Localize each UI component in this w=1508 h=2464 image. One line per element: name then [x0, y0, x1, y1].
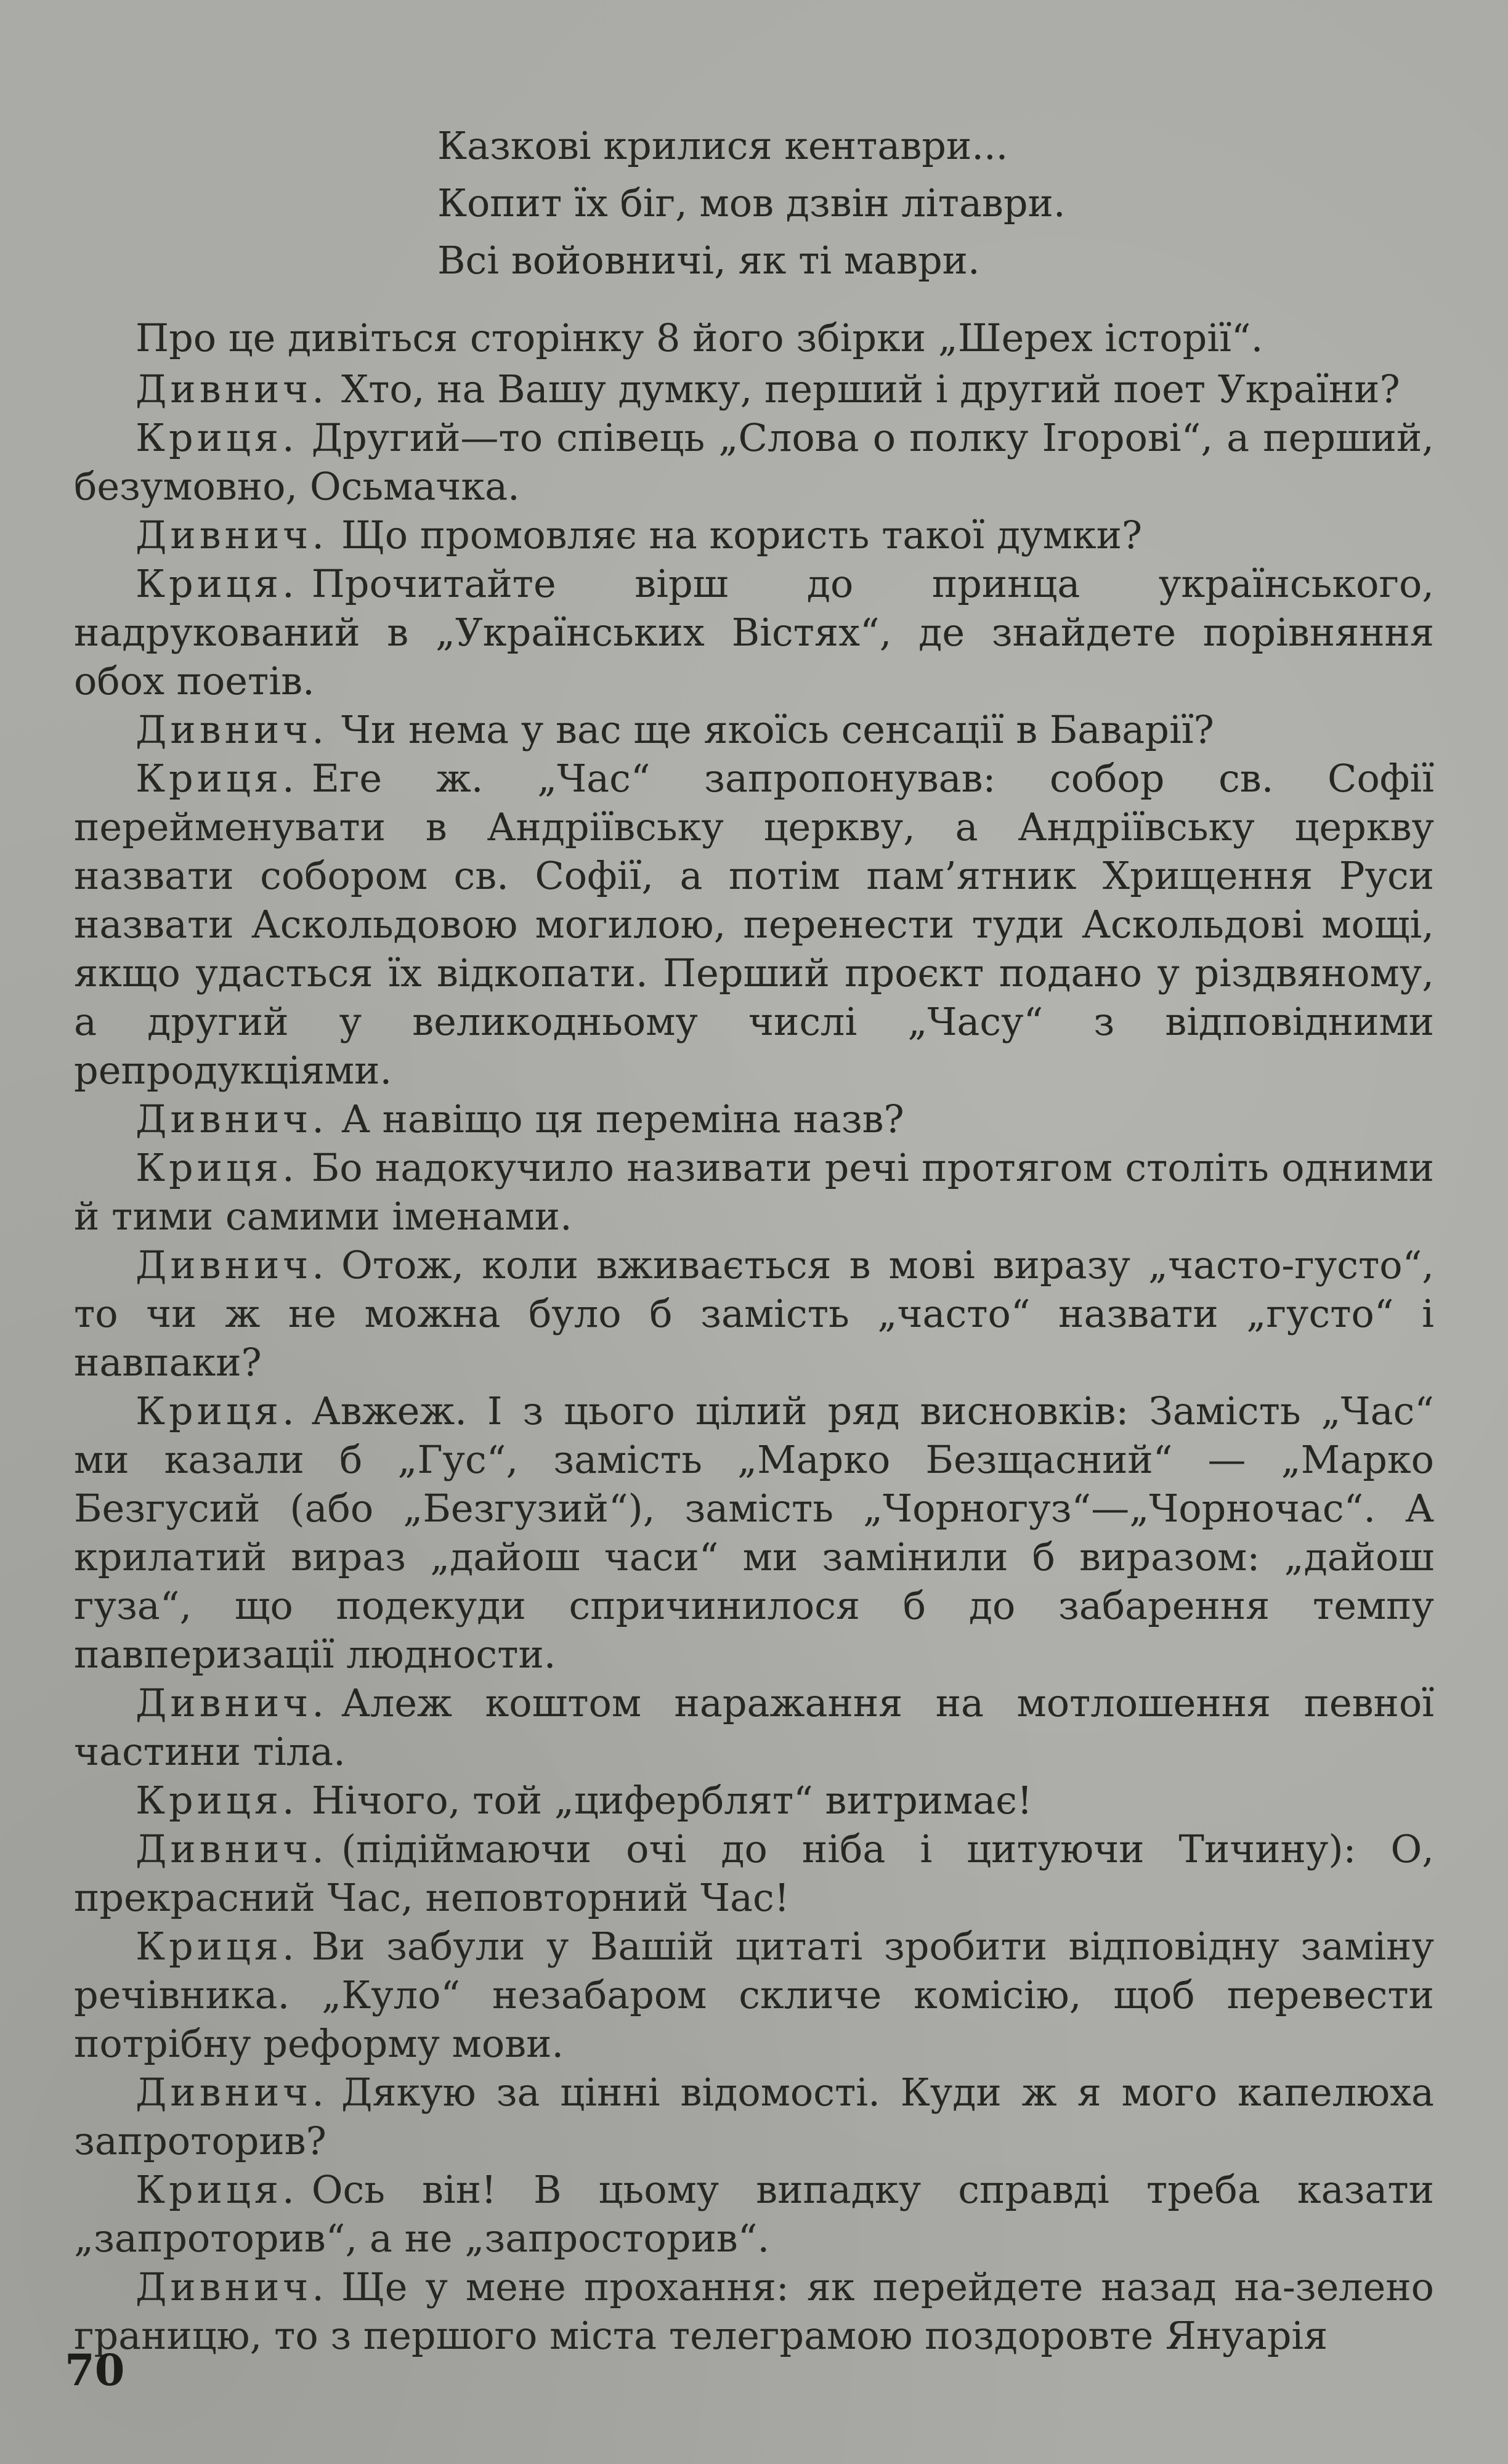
speech-text: Алеж коштом наражання на мотлошення певної частини тіла.	[74, 1680, 1434, 1774]
dialogue-line	[74, 705, 1434, 754]
dialogue-line	[74, 2068, 1434, 2165]
verse-block	[437, 117, 1434, 289]
dialogue-line	[74, 2263, 1434, 2360]
speech-text: Чи нема у вас ще якоїсь сенсації в Баварії?	[341, 707, 1214, 752]
page-number: 70	[65, 2344, 125, 2396]
speech-text: Ще у мене прохання: як перейдете назад на-зелено границю, то з першого міста телеграмою поздоровте Януарія	[74, 2264, 1434, 2358]
dialogue-line	[74, 1095, 1434, 1143]
speaker-name: Криця.	[136, 756, 298, 801]
speaker-name: Криця.	[136, 2167, 298, 2212]
speech-text: Що промовляє на користь такої думки?	[341, 513, 1143, 557]
speaker-name: Дивнич.	[136, 707, 328, 752]
dialogue-line	[74, 1387, 1434, 1679]
speaker-name: Дивнич.	[136, 2070, 328, 2115]
speech-text: Бо надокучило називати речі протягом століть одними й тими самими іменами.	[74, 1145, 1434, 1239]
speech-text: Дякую за цінні відомості. Куди ж я мого капелюха запроторив?	[74, 2070, 1434, 2163]
dialogue-line	[74, 754, 1434, 1095]
speaker-name: Дивнич.	[136, 367, 328, 411]
speech-text: Авжеж. І з цього цілий ряд висновків: Замість „Час“ ми казали б „Гус“, замість „Марко Безщасний“ — „Марко Безгусий (або „Безгузий“), замість „Чорногуз“—„Чорночас“. А крилатий вираз „дайош часи“ ми замінили б виразом: „дайош гуза“, що подекуди спричинилося б до забарення темпу павперизації людности.	[74, 1388, 1434, 1677]
intro-paragraph: Про це дивіться сторінку 8 його збірки „Шерех історії“.	[136, 315, 1263, 360]
speaker-name: Дивнич.	[136, 513, 328, 557]
speech-text: Хто, на Вашу думку, перший і другий поет України?	[341, 367, 1400, 411]
speaker-name: Дивнич.	[136, 2264, 328, 2309]
dialogue-line	[74, 1143, 1434, 1241]
speech-text: Еге ж. „Час“ запропонував: собор св. Софії перейменувати в Андріївську церкву, а Андріївську церкву назвати собором св. Софії, а потім пам’ятник Хрищення Руси назвати Аскольдовою могилою, перенести туди Аскольдові мощі, якщо удасться їх відкопати. Перший проєкт подано у різдвяному, а другий у великодньому числі „Часу“ з відповідними репродукціями.	[74, 756, 1434, 1093]
speech-text: Другий—то співець „Слова о полку Ігорові“, а перший, безумовно, Осьмачка.	[74, 415, 1434, 509]
dialogue-line	[74, 413, 1434, 511]
dialogue-line	[74, 2165, 1434, 2263]
speech-text: Отож, коли вживається в мові виразу „часто-густо“, то чи ж не можна було б замість „часто“ назвати „густо“ і навпаки?	[74, 1242, 1434, 1385]
dialogue-line	[74, 1241, 1434, 1387]
speaker-name: Дивнич.	[136, 1826, 328, 1871]
dialogue-line	[74, 1776, 1434, 1825]
speaker-name: Дивнич.	[136, 1680, 328, 1725]
speaker-name: Криця.	[136, 1778, 298, 1823]
speaker-name: Криця.	[136, 415, 298, 460]
dialogue-line	[74, 1922, 1434, 2068]
verse-line: Копит їх біг, мов дзвін літаври.	[437, 180, 1066, 225]
speaker-name: Криця.	[136, 1924, 298, 1969]
verse-line: Казкові крилися кентаври...	[437, 123, 1008, 168]
speaker-name: Криця.	[136, 1145, 298, 1190]
dialogue-line	[74, 559, 1434, 705]
dialogue-line	[74, 1825, 1434, 1922]
dialogue-line	[74, 365, 1434, 413]
speaker-name: Криця.	[136, 561, 298, 606]
speech-text: Прочитайте вірш до принца українського, надрукований в „Українських Вістях“, де знайдете порівняння обох поетів.	[74, 561, 1434, 703]
speech-text: Ви забули у Вашій цитаті зробити відповідну заміну речівника. „Куло“ незабаром скличе комісію, щоб перевести потрібну реформу мови.	[74, 1924, 1434, 2066]
speaker-name: Дивнич.	[136, 1096, 328, 1141]
speech-text: А навіщо ця переміна назв?	[341, 1096, 904, 1141]
speech-text: (підіймаючи очі до ніба і цитуючи Тичину): О, прекрасний Час, неповторний Час!	[74, 1826, 1434, 1920]
verse-line: Всі войовничі, як ті маври.	[437, 238, 980, 283]
speech-text: Нічого, той „циферблят“ витримає!	[311, 1778, 1032, 1823]
speech-text: Ось він! В цьому випадку справді треба казати „запроторив“, а не „запросторив“.	[74, 2167, 1434, 2261]
dialogue-line	[74, 1679, 1434, 1776]
dialogue-line	[74, 511, 1434, 559]
speaker-name: Криця.	[136, 1388, 298, 1433]
dialogue	[74, 365, 1434, 2360]
speaker-name: Дивнич.	[136, 1242, 328, 1287]
